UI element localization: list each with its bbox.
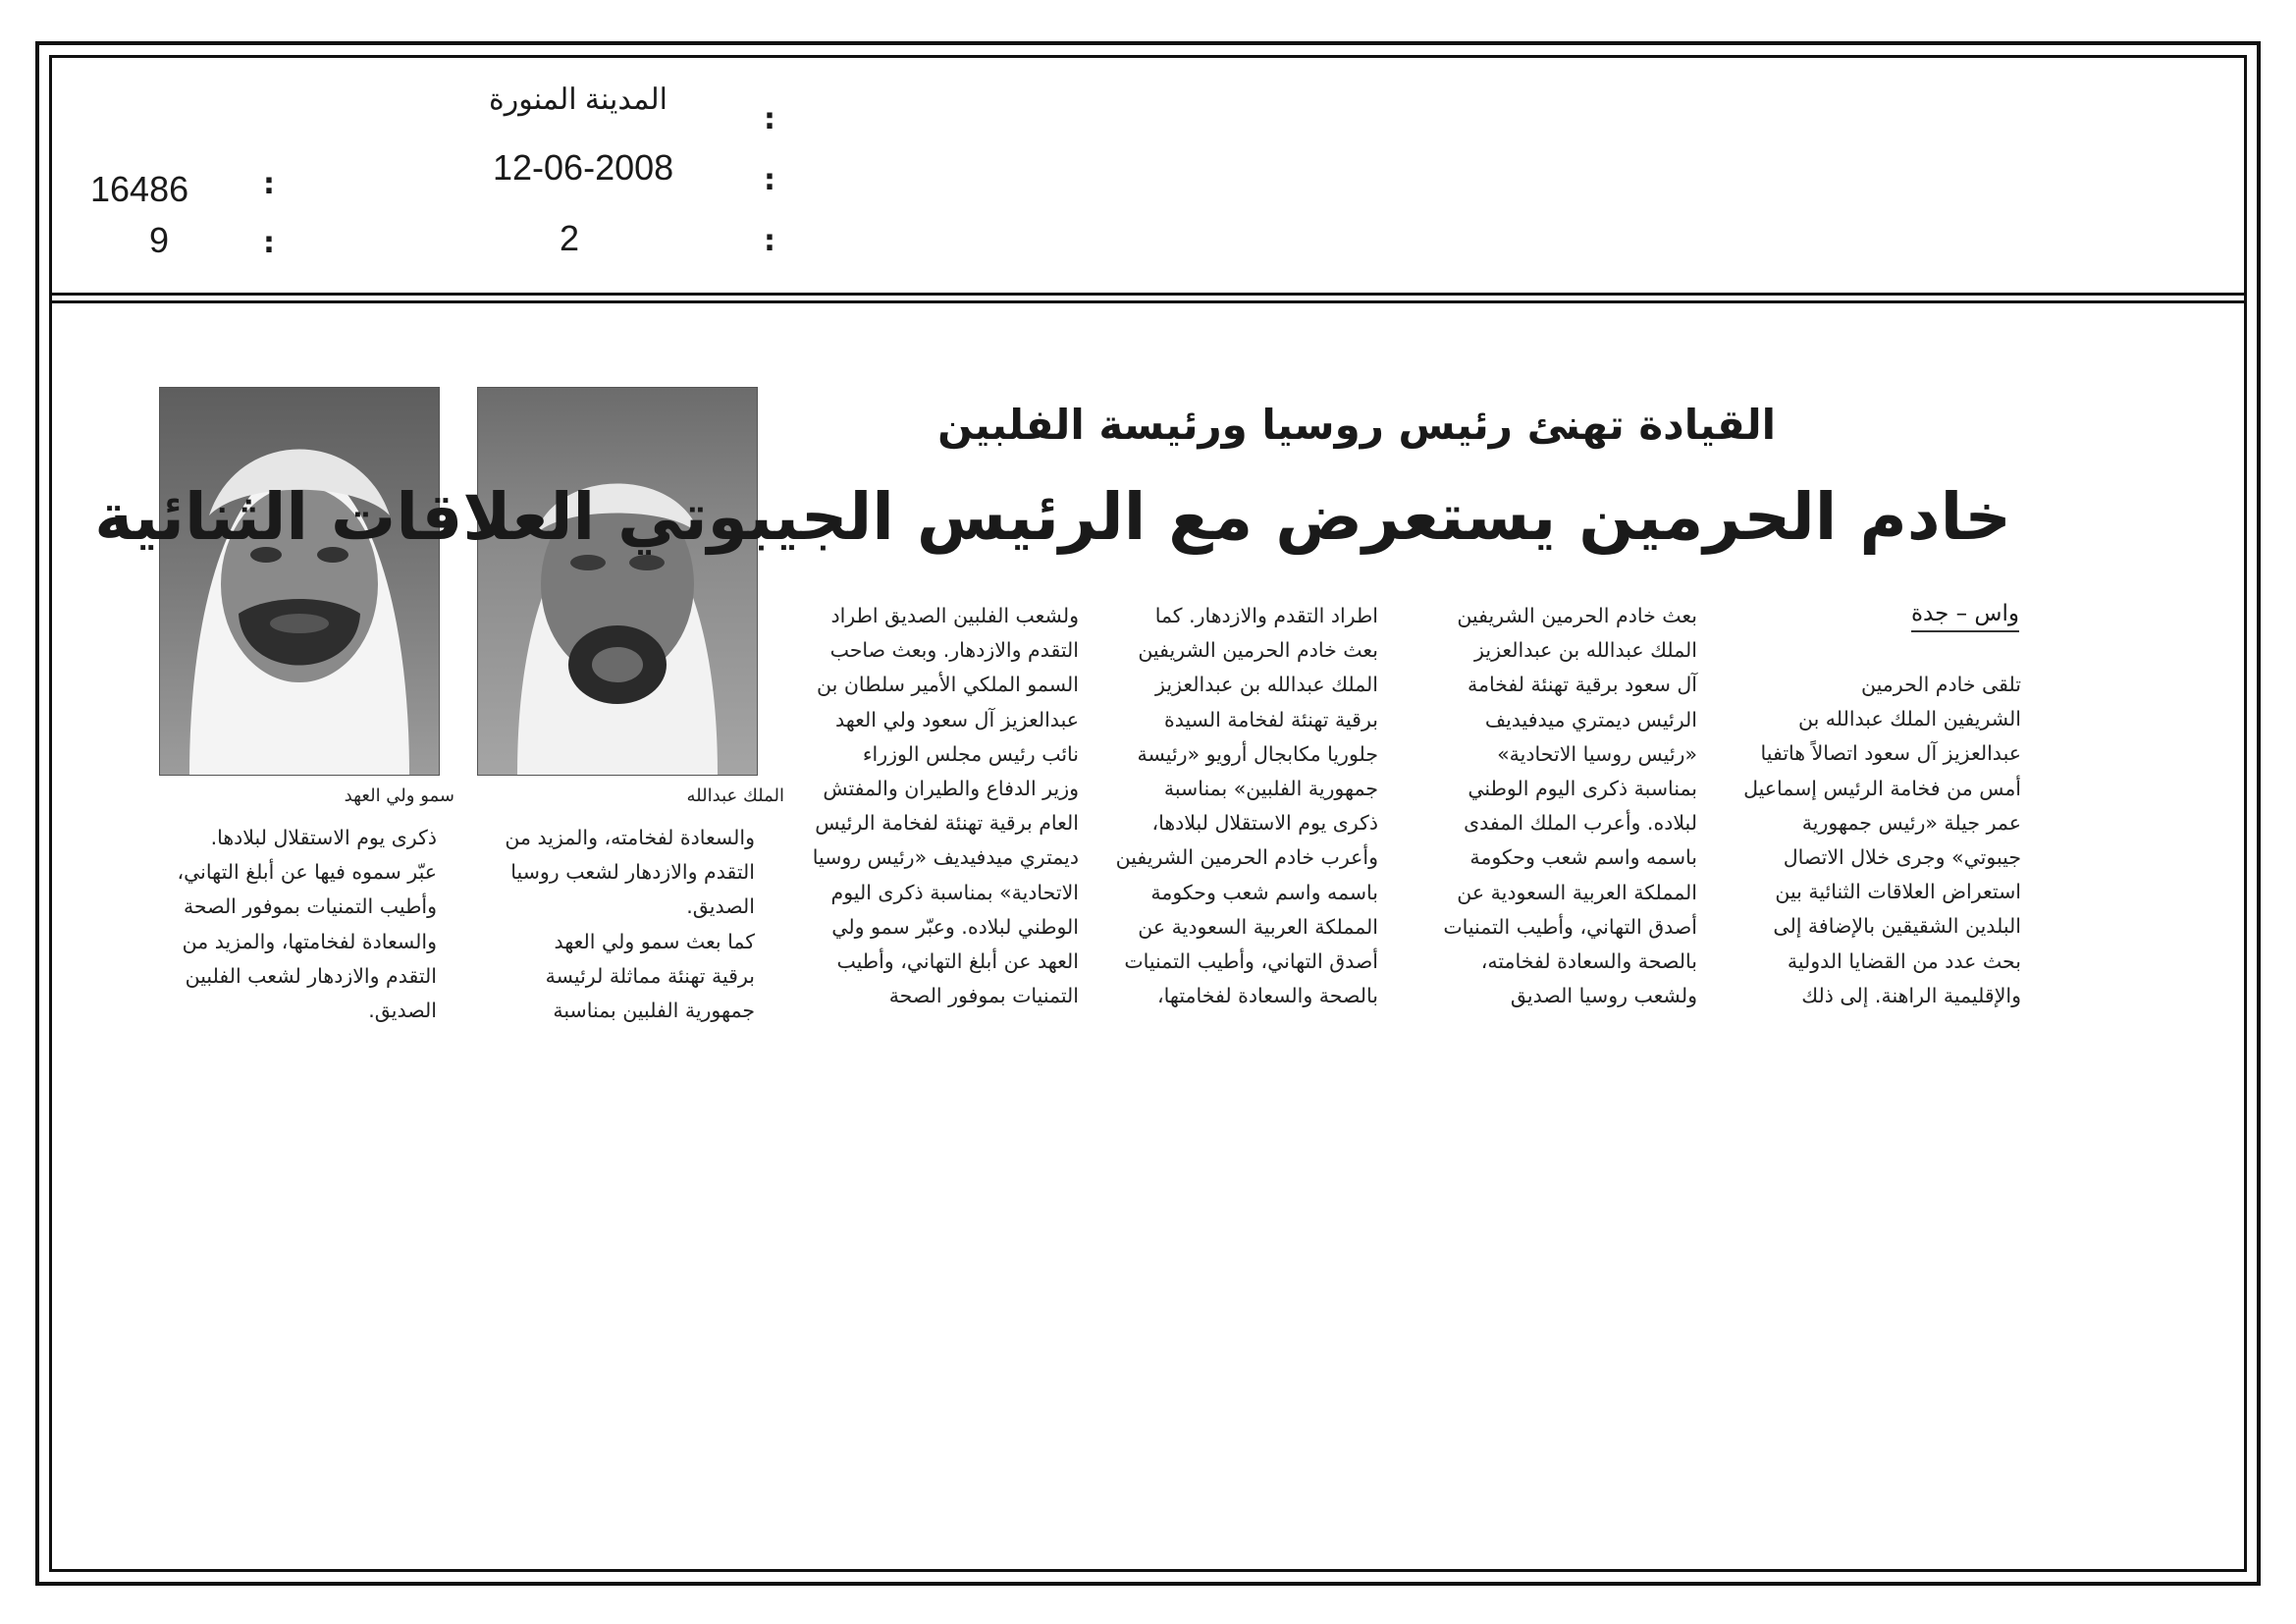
article-line: استعراض العلاقات الثنائية بين [1775, 880, 2021, 904]
article-line: اطراد التقدم والازدهار. كما [1154, 604, 1378, 627]
article-line: كما بعث سمو ولي العهد [554, 929, 755, 953]
article-line: برقية تهنئة لفخامة السيدة [1163, 707, 1378, 731]
article-line: والسعادة لفخامته، والمزيد من [505, 826, 755, 849]
article-line: الرئيس ديمتري ميدفيديف [1484, 707, 1697, 731]
article-line: عبدالعزيز آل سعود ولي العهد [834, 707, 1079, 731]
pages-value: 2 [560, 218, 580, 258]
article-column-4 [794, 599, 1079, 1013]
article-line: ديمتري ميدفيديف «رئيس روسيا [812, 845, 1079, 870]
article-line: بالصحة والسعادة لفخامتها، [1157, 984, 1378, 1008]
article-line: عبّر سموه فيها عن أبلغ التهاني، [177, 860, 437, 885]
article-line: بعث خادم الحرمين الشريفين [1138, 638, 1378, 663]
article-line: أصدق التهاني، وأطيب التمنيات [1443, 914, 1697, 939]
article-line: المملكة العربية السعودية عن [1457, 880, 1697, 904]
article-line: الشريفين الملك عبدالله بن [1797, 707, 2021, 731]
article-line: بعث خادم الحرمين الشريفين [1457, 604, 1697, 627]
article-line: بمناسبة ذكرى اليوم الوطني [1468, 777, 1697, 801]
article-line: باسمه واسم شعب وحكومة [1469, 845, 1697, 870]
article-line: جمهورية الفلبين» بمناسبة [1163, 777, 1378, 801]
article-column-6 [157, 821, 437, 1028]
article-line: ولشعب روسيا الصديق [1510, 984, 1697, 1008]
article-line: التقدم والازدهار لشعب الفلبين [185, 963, 437, 988]
article-line: بحث عدد من القضايا الدولية [1787, 948, 2021, 973]
article-column-1 [1741, 668, 2021, 1013]
article-line: لبلاده. وأعرب الملك المفدى [1464, 811, 1697, 836]
article-line: أمس من فخامة الرئيس إسماعيل [1743, 776, 2021, 800]
article-line: الملك عبدالله بن عبدالعزيز [1474, 638, 1697, 663]
source-value: المدينة المنورة [489, 83, 667, 116]
portrait-figure-icon [478, 388, 757, 775]
article-line: باسمه واسم شعب وحكومة [1150, 880, 1378, 904]
article-line: العهد عن أبلغ التهاني، وأطيب [836, 949, 1079, 974]
source-colon: : [764, 102, 775, 136]
article-headline: خادم الحرمين يستعرض مع الرئيس الجيبوتي العلاقات الثنائية [94, 479, 2011, 555]
article-line: برقية تهنئة مماثلة لرئيسة [545, 963, 755, 988]
article-line: الملك عبدالله بن عبدالعزيز [1155, 673, 1378, 697]
article-line: ولشعب الفلبين الصديق اطراد [830, 604, 1079, 627]
article-line: التقدم والازدهار. وبعث صاحب [829, 638, 1079, 663]
article-line: العام برقية تهنئة لفخامة الرئيس [815, 811, 1079, 836]
crown-prince-photo [159, 387, 440, 776]
article-line: جمهورية الفلبين بمناسبة [553, 999, 755, 1023]
article-line: أصدق التهاني، وأطيب التمنيات [1124, 949, 1378, 974]
king-abdullah-photo [477, 387, 758, 776]
article-line: عبدالعزيز آل سعود اتصالاً هاتفيا [1760, 741, 2021, 766]
article-line: آل سعود برقية تهنئة لفخامة [1467, 673, 1697, 697]
portrait-figure-icon [160, 388, 439, 775]
article-line: التقدم والازدهار لشعب روسيا [510, 860, 755, 885]
article-kicker: القيادة تهنئ رئيس روسيا ورئيسة الفلبين [937, 401, 1776, 449]
article-line: ذكرى يوم الاستقلال لبلادها، [1151, 811, 1378, 836]
serial-colon: : [263, 226, 275, 260]
article-column-3 [1103, 599, 1378, 1013]
article-column-5 [470, 821, 755, 1028]
article-line: السمو الملكي الأمير سلطان بن [817, 673, 1079, 697]
article-line: جيبوتي» وجرى خلال الاتصال [1783, 845, 2021, 870]
article-line: البلدين الشقيقين بالإضافة إلى [1773, 914, 2021, 939]
serial-value: 9 [149, 220, 170, 260]
article-line: الصديق. [686, 894, 755, 919]
pages-colon: : [764, 224, 775, 258]
date-colon: : [764, 163, 775, 197]
article-line: نائب رئيس مجلس الوزراء [862, 741, 1079, 766]
article-line: عمر جيلة «رئيس جمهورية [1801, 810, 2021, 835]
issue-value: 16486 [90, 169, 189, 209]
article-line: الاتحادية» بمناسبة ذكرى اليوم [830, 880, 1079, 904]
article-line: ذكرى يوم الاستقلال لبلادها. [210, 826, 437, 849]
article-line: وزير الدفاع والطيران والمفتش [823, 777, 1079, 801]
article-line: وأعرب خادم الحرمين الشريفين [1115, 845, 1378, 870]
article-line: بالصحة والسعادة لفخامته، [1480, 949, 1697, 974]
article-line: «رئيس روسيا الاتحادية» [1497, 741, 1697, 766]
article-line: الوطني لبلاده. وعبّر سمو ولي [831, 914, 1079, 939]
article-line: وأطيب التمنيات بموفور الصحة [183, 894, 437, 919]
article-line: المملكة العربية السعودية عن [1138, 914, 1378, 939]
crown-prince-photo-caption: سمو ولي العهد [344, 785, 454, 806]
article-dateline: واس – جدة [1911, 601, 2019, 632]
date-value: 12-06-2008 [493, 147, 674, 188]
article-line: والإقليمية الراهنة. إلى ذلك [1801, 983, 2021, 1007]
article-line: الصديق. [368, 999, 437, 1023]
king-photo-caption: الملك عبدالله [686, 785, 784, 806]
article-line: جلوريا مكابجال أرويو «رئيسة [1137, 741, 1378, 766]
article-line: التمنيات بموفور الصحة [888, 984, 1079, 1008]
article-line: تلقى خادم الحرمين [1861, 673, 2021, 696]
header-divider-bottom [49, 300, 2247, 303]
issue-colon: : [263, 167, 275, 201]
article-line: والسعادة لفخامتها، والمزيد من [182, 929, 437, 953]
article-column-2 [1422, 599, 1697, 1013]
header-divider-top [49, 293, 2247, 296]
